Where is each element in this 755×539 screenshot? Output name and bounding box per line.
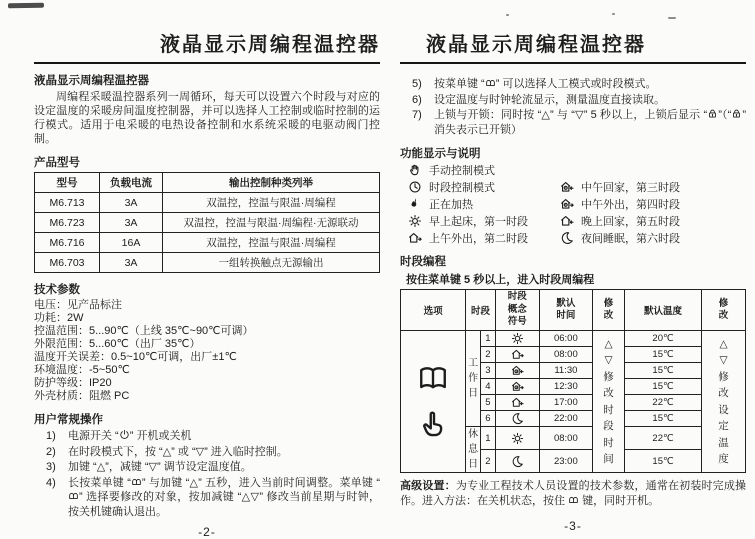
spec-line: 功耗：2W bbox=[34, 312, 84, 324]
menu-icon bbox=[131, 476, 142, 487]
op-item bbox=[412, 108, 746, 137]
temp-cell: 20℃ bbox=[625, 331, 702, 347]
symbol-cell bbox=[495, 347, 539, 363]
op-number: 2) bbox=[46, 445, 56, 458]
product-models-table bbox=[34, 172, 380, 273]
col-default-temp: 默认温度 bbox=[625, 290, 702, 331]
moon-icon bbox=[511, 412, 524, 425]
period-number-cell: 3 bbox=[481, 363, 496, 379]
op-text: 加键 “△”，减键 “▽” 调节设定温度值。 bbox=[68, 461, 252, 473]
moon-icon bbox=[511, 455, 524, 468]
functions-column-left bbox=[408, 163, 560, 245]
op-item bbox=[46, 429, 380, 444]
modify-temp-cell: △▽修改设定温度 bbox=[702, 331, 746, 473]
symbol-cell bbox=[495, 395, 539, 411]
col-default-time: 默认时间 bbox=[539, 290, 592, 331]
scan-speck bbox=[612, 13, 615, 15]
page-number: -3- bbox=[564, 519, 582, 533]
function-item bbox=[408, 231, 560, 245]
op-text: 在时段模式下，按 “△” 或 “▽” 进入临时控制。 bbox=[68, 445, 288, 458]
tech-specs-heading: 技术参数 bbox=[34, 284, 80, 296]
period-number-cell: 5 bbox=[481, 395, 496, 411]
hand-icon bbox=[408, 163, 422, 177]
function-label: 夜间睡眠，第六时段 bbox=[581, 233, 680, 245]
table-row bbox=[35, 213, 380, 233]
output-cell: 双温控，控温与限温·周编程·无源联动 bbox=[163, 213, 380, 233]
spec-line: 控温范围：5...90℃（上线 35℃~90℃可调） bbox=[34, 325, 254, 337]
col-period: 时段 bbox=[466, 290, 496, 331]
house-sun-in-icon bbox=[560, 180, 574, 194]
power-icon bbox=[119, 429, 130, 440]
function-item bbox=[408, 180, 560, 194]
time-cell: 08:00 bbox=[539, 427, 592, 450]
temp-cell: 15℃ bbox=[625, 379, 702, 395]
output-cell: 双温控，控温与限温·周编程 bbox=[163, 193, 380, 213]
function-label: 早上起床，第一时段 bbox=[429, 216, 528, 228]
schedule-heading: 时段编程 bbox=[400, 256, 446, 268]
time-cell: 11:30 bbox=[539, 363, 592, 379]
col-modify-temp: 修改 bbox=[702, 290, 746, 331]
menu-icon bbox=[485, 77, 496, 88]
period-number-cell: 2 bbox=[481, 450, 496, 473]
intro-heading: 液晶显示周编程温控器 bbox=[34, 75, 149, 87]
time-cell: 08:00 bbox=[539, 347, 592, 363]
scan-speck bbox=[506, 14, 509, 16]
sun-icon bbox=[511, 332, 524, 345]
function-label: 上午外出，第二时段 bbox=[429, 233, 528, 245]
op-item bbox=[46, 460, 380, 475]
moon-icon bbox=[560, 231, 574, 245]
menu-icon bbox=[68, 490, 79, 501]
output-cell: 一组转换触点无源输出 bbox=[163, 253, 380, 273]
scan-artifact bbox=[8, 3, 44, 9]
lock-icon bbox=[707, 108, 718, 119]
table-header-row bbox=[35, 173, 380, 193]
function-label: 时段控制模式 bbox=[429, 182, 495, 194]
day-group-cell: 工作日 bbox=[466, 331, 481, 427]
current-cell: 3A bbox=[100, 193, 163, 213]
current-cell: 3A bbox=[100, 213, 163, 233]
function-item bbox=[560, 180, 680, 194]
function-item bbox=[560, 197, 680, 211]
function-item bbox=[408, 197, 560, 211]
function-item bbox=[408, 163, 560, 177]
intro-paragraph: 周编程采暖温控器系列一周循环，每天可以设置六个时段与对应的设定温度的采暖房间温度控制器，并可以选择人工控制或临时控制的运行模式。适用于电采暖的电热设备控制和水系统采暖的电驱动阀门控制。 bbox=[34, 91, 380, 145]
table-row bbox=[35, 193, 380, 213]
op-item bbox=[46, 476, 380, 520]
col-option: 选项 bbox=[401, 290, 466, 331]
op-text: 按菜单键 “ ” 可以选择人工模式或时段模式。 bbox=[434, 78, 657, 90]
op-text: 上锁与开锁：同时按 “△” 与 “▽” 5 秒以上，上锁后显示 “ ”（“ ” 消失表示已开锁） bbox=[434, 109, 747, 136]
op-number: 6) bbox=[412, 93, 422, 106]
house-in-icon bbox=[560, 214, 574, 228]
schedule-table bbox=[400, 289, 746, 473]
symbol-cell bbox=[495, 411, 539, 427]
function-item bbox=[560, 214, 680, 228]
op-number: 1) bbox=[46, 430, 56, 442]
function-label: 中午回家，第三时段 bbox=[581, 182, 680, 194]
temp-cell: 15℃ bbox=[625, 411, 702, 427]
op-text: 设定温度与时钟轮流显示，测量温度直接读取。 bbox=[434, 93, 665, 106]
col-load-current: 负载电流 bbox=[100, 173, 163, 193]
flame-icon bbox=[408, 197, 422, 211]
page-title: 液晶显示周编程温控器 bbox=[34, 28, 380, 64]
product-models-heading: 产品型号 bbox=[34, 157, 80, 169]
col-modify-time: 修改 bbox=[593, 290, 625, 331]
spec-line: 外限范围：5...60℃（出厂 35℃） bbox=[34, 338, 201, 350]
schedule-row bbox=[401, 331, 746, 347]
model-cell: M6.723 bbox=[35, 213, 100, 233]
advanced-settings-note bbox=[400, 479, 746, 508]
op-text: 电源开关 “ ” 开机或关机 bbox=[68, 430, 192, 442]
model-cell: M6.716 bbox=[35, 233, 100, 253]
advanced-settings-text: 为专业工程技术人员设置的技术参数，通常在初装时完成操作。进入方法：在关机状态，按住 键，同时开机。 bbox=[400, 480, 747, 507]
symbol-cell bbox=[495, 331, 539, 347]
spec-line: 外壳材质：阻燃 PC bbox=[34, 390, 130, 402]
col-symbol: 时段概念符号 bbox=[495, 290, 539, 331]
book-icon bbox=[418, 364, 448, 394]
function-label: 手动控制模式 bbox=[429, 165, 495, 177]
temp-cell: 22℃ bbox=[625, 427, 702, 450]
house-sun-out-icon bbox=[560, 197, 574, 211]
schedule-caption: 按住菜单键 5 秒以上，进入时段周编程 bbox=[406, 274, 595, 286]
time-cell: 22:00 bbox=[539, 411, 592, 427]
function-label: 正在加热 bbox=[429, 199, 473, 211]
period-number-cell: 4 bbox=[481, 379, 496, 395]
model-cell: M6.713 bbox=[35, 193, 100, 213]
temp-cell: 15℃ bbox=[625, 450, 702, 473]
output-cell: 双温控，控温与限温·周编程 bbox=[163, 233, 380, 253]
symbol-cell bbox=[495, 427, 539, 450]
house-sun-out-icon bbox=[511, 380, 524, 393]
col-model: 型号 bbox=[35, 173, 100, 193]
symbol-cell bbox=[495, 363, 539, 379]
house-in-icon bbox=[511, 396, 524, 409]
table-row bbox=[35, 253, 380, 273]
op-item bbox=[412, 93, 746, 108]
op-number: 3) bbox=[46, 461, 56, 473]
user-ops-heading: 用户常规操作 bbox=[34, 414, 103, 426]
op-number: 4) bbox=[46, 476, 56, 489]
lock-icon bbox=[731, 108, 742, 119]
user-ops-list bbox=[34, 429, 380, 519]
current-cell: 3A bbox=[100, 253, 163, 273]
op-item bbox=[412, 77, 746, 92]
house-sun-in-icon bbox=[511, 364, 524, 377]
op-text: 长按菜单键 “ ” 与加键 “△” 五秒，进入当前时间调整。菜单键 “” 选择要修改的对象，按加减键 “△▽” 修改当前星期与时钟，按关机键确认退出。 bbox=[68, 476, 380, 518]
modify-time-cell: △▽修改时段时间 bbox=[593, 331, 625, 473]
scan-speck bbox=[668, 17, 676, 19]
manual-page-right bbox=[400, 28, 746, 533]
function-item bbox=[560, 231, 680, 245]
symbol-cell bbox=[495, 379, 539, 395]
functions-column-right bbox=[560, 180, 680, 245]
symbol-cell bbox=[495, 450, 539, 473]
sun-icon bbox=[408, 214, 422, 228]
functions-legend bbox=[408, 163, 746, 245]
model-cell: M6.703 bbox=[35, 253, 100, 273]
clock-icon bbox=[408, 180, 422, 194]
period-number-cell: 2 bbox=[481, 347, 496, 363]
pointer-icon bbox=[418, 410, 448, 440]
functions-heading: 功能显示与说明 bbox=[400, 148, 481, 160]
col-output-types: 输出控制种类列举 bbox=[163, 173, 380, 193]
table-header-row bbox=[401, 290, 746, 331]
house-out-icon bbox=[511, 348, 524, 361]
table-row bbox=[35, 233, 380, 253]
temp-cell: 22℃ bbox=[625, 395, 702, 411]
option-cell bbox=[401, 331, 466, 473]
spec-line: 防护等级：IP20 bbox=[34, 377, 112, 389]
temp-cell: 15℃ bbox=[625, 347, 702, 363]
function-label: 晚上回家，第五时段 bbox=[581, 216, 680, 228]
time-cell: 17:00 bbox=[539, 395, 592, 411]
user-ops-continued bbox=[400, 77, 746, 137]
advanced-settings-label: 高级设置： bbox=[400, 480, 456, 492]
time-cell: 06:00 bbox=[539, 331, 592, 347]
op-number: 5) bbox=[412, 78, 422, 90]
temp-cell: 15℃ bbox=[625, 363, 702, 379]
page-title: 液晶显示周编程温控器 bbox=[400, 28, 746, 64]
house-out-icon bbox=[408, 231, 422, 245]
manual-page-left bbox=[34, 28, 380, 539]
function-item bbox=[408, 214, 560, 228]
menu-icon bbox=[568, 494, 579, 505]
sun-icon bbox=[511, 432, 524, 445]
spec-line: 电压：见产品标注 bbox=[34, 299, 122, 311]
page-number: -2- bbox=[198, 525, 216, 539]
op-number: 7) bbox=[412, 109, 422, 121]
period-number-cell: 1 bbox=[481, 427, 496, 450]
current-cell: 16A bbox=[100, 233, 163, 253]
op-item bbox=[46, 445, 380, 460]
spec-line: 温度开关误差：0.5~10℃可调，出厂±1℃ bbox=[34, 351, 237, 363]
day-group-cell: 休息日 bbox=[466, 427, 481, 473]
time-cell: 23:00 bbox=[539, 450, 592, 473]
period-number-cell: 1 bbox=[481, 331, 496, 347]
period-number-cell: 6 bbox=[481, 411, 496, 427]
time-cell: 12:30 bbox=[539, 379, 592, 395]
spec-line: 环境温度：-5~50℃ bbox=[34, 364, 130, 376]
function-label: 中午外出，第四时段 bbox=[581, 199, 680, 211]
